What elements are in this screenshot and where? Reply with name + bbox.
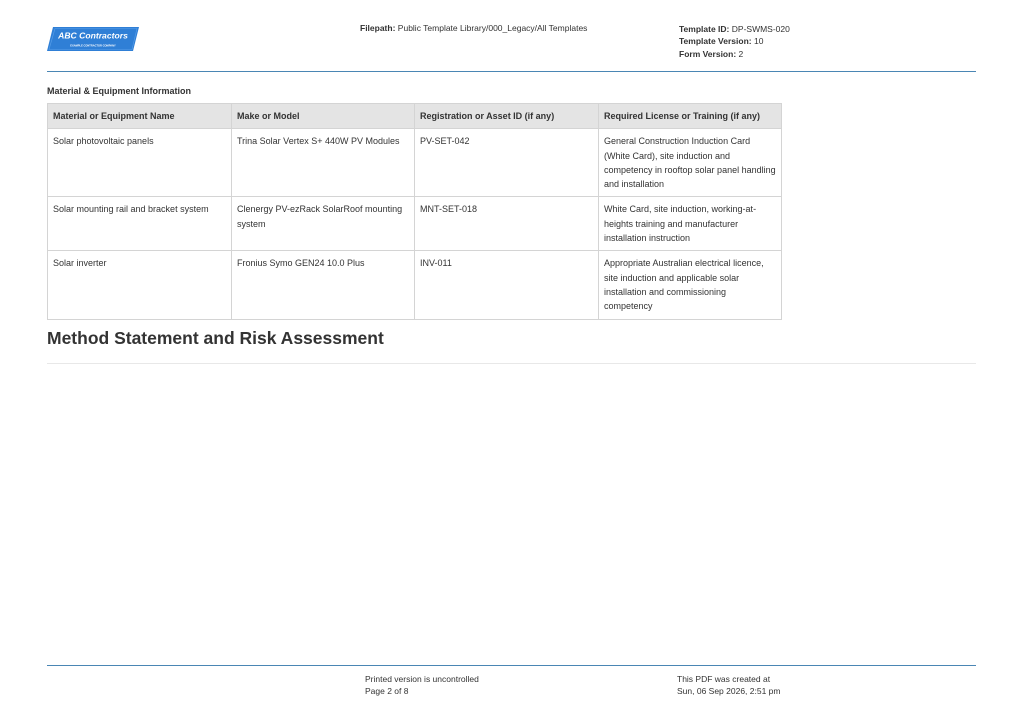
cell-asset-id: MNT-SET-018 — [415, 197, 599, 251]
template-version-label: Template Version: — [679, 36, 752, 47]
form-version-line — [679, 48, 790, 60]
method-divider — [47, 363, 976, 364]
logo-tagline-text: EXAMPLE CONTRACTOR COMPANY — [70, 44, 116, 48]
form-version-label: Form Version: — [679, 48, 737, 59]
cell-model: Clenergy PV-ezRack SolarRoof mounting system — [232, 197, 415, 251]
method-statement-heading: Method Statement and Risk Assessment — [47, 328, 384, 348]
logo-badge-icon — [47, 26, 139, 52]
page-header — [47, 18, 976, 72]
footer-print-info — [365, 673, 479, 698]
template-id-line — [679, 23, 790, 35]
cell-asset-id: PV-SET-042 — [415, 129, 599, 197]
filepath-value: Public Template Library/000_Legacy/All Templates — [397, 23, 588, 33]
cell-training: White Card, site induction, working-at-heights training and manufacturer installation instruction — [599, 197, 782, 251]
table-row — [48, 251, 782, 319]
cell-model: Trina Solar Vertex S+ 440W PV Modules — [232, 129, 415, 197]
uncontrolled-notice: Printed version is uncontrolled — [365, 674, 479, 684]
table-header-row — [48, 104, 782, 129]
column-header-name: Material or Equipment Name — [48, 104, 232, 129]
table-row — [48, 129, 782, 197]
column-header-training: Required License or Training (if any) — [599, 104, 782, 129]
page-number: Page 2 of 8 — [365, 686, 409, 697]
filepath-line — [360, 23, 587, 33]
form-version-value: 2 — [738, 48, 744, 59]
created-label: This PDF was created at — [677, 674, 771, 684]
column-header-asset-id: Registration or Asset ID (if any) — [415, 104, 599, 129]
template-info — [679, 23, 790, 60]
footer-divider — [47, 665, 976, 666]
column-header-model: Make or Model — [232, 104, 415, 129]
logo-brand-text: ABC Contractors — [58, 30, 128, 41]
cell-asset-id: INV-011 — [415, 251, 599, 319]
cell-training: Appropriate Australian electrical licence, site induction and applicable solar installation and commissioning competency — [599, 251, 782, 319]
template-version-line — [679, 35, 790, 47]
cell-training: General Construction Induction Card (White Card), site induction and competency in rooftop solar panel handling and installation — [599, 129, 782, 197]
section-title: Material & Equipment Information — [47, 86, 192, 96]
filepath-label: Filepath: — [360, 23, 396, 33]
cell-name: Solar mounting rail and bracket system — [48, 197, 232, 251]
created-timestamp: Sun, 06 Sep 2026, 2:51 pm — [677, 686, 781, 697]
table-row — [48, 197, 782, 251]
cell-model: Fronius Symo GEN24 10.0 Plus — [232, 251, 415, 319]
footer-created-info — [677, 673, 781, 698]
template-version-value: 10 — [753, 36, 764, 47]
header-divider — [47, 71, 976, 72]
template-id-label: Template ID: — [679, 24, 730, 34]
equipment-table — [47, 103, 782, 320]
template-id-value: DP-SWMS-020 — [731, 24, 790, 34]
cell-name: Solar photovoltaic panels — [48, 129, 232, 197]
company-logo — [47, 26, 139, 52]
cell-name: Solar inverter — [48, 251, 232, 319]
